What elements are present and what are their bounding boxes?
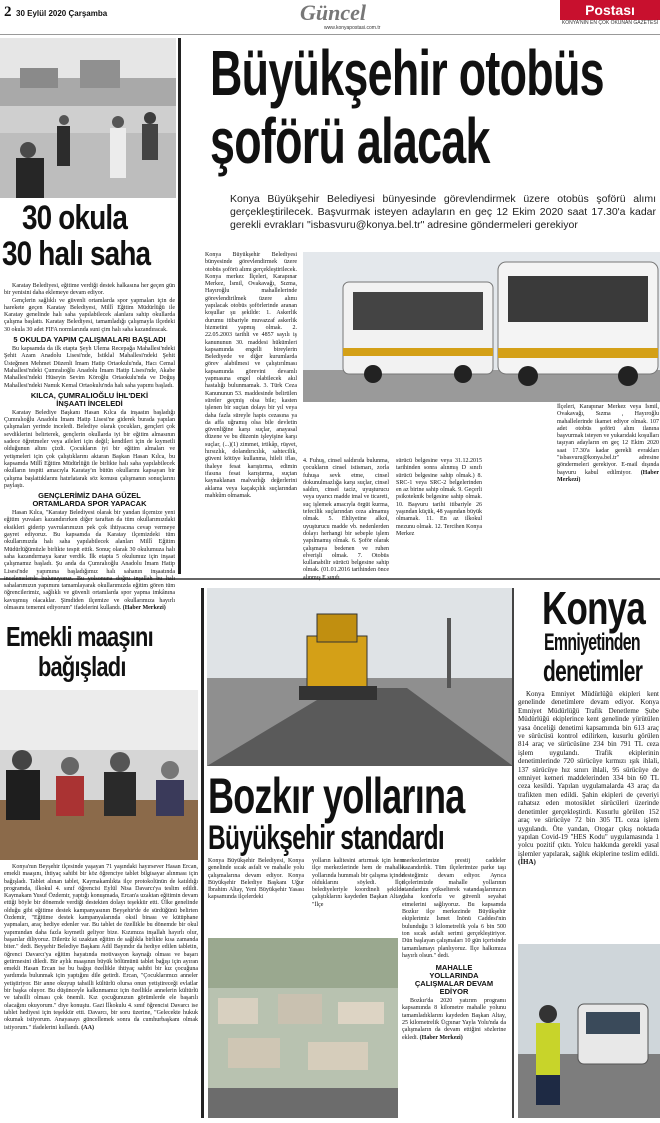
- police-photo: [518, 944, 660, 1118]
- okul-subhead: [4, 392, 175, 408]
- emekli-para: [4, 864, 198, 1032]
- newspaper-logo: Postası: [560, 0, 660, 20]
- otobus-signature: (Haber Merkezi): [557, 469, 660, 483]
- okul-subhead-line: ORTAMLARDA SPOR YAPACAK: [32, 499, 147, 509]
- column-divider: [201, 588, 204, 1118]
- otobus-headline-1: Büyükşehir otobüs: [210, 37, 604, 109]
- road-work-illustration: [207, 588, 513, 766]
- emekli-para-text: Konya'nın Beyşehir ilçesinde yaşayan 71 yaşındaki hayırsever Hasan Ercan, emekli maaşını, ihtiyaç sahibi bir köz öğrenciye tablet bilgisayar alınması için bağışladı. Tablet alınan tablet, Kaymakamlıkta ilçe protokolünün de katıldığı programda, ilkokul 4. sınıf öğrencisi Eylül Nisa Davarcı'ya teslim edildi. Kaymakam Yusuf Özdemir, yaptığı konuşmada, Ercan'a uzaktan eğitimin devam ettiği böyle bir dönemde verdiği destekten dolayı teşekkür etti. Ülke genelinde olduğu gibi eğitime destek kampanyasının Beyşehir'de de sürdüğünü belirten Özdemir, "Eğitime destek kampanyalarında oksil binası ve kütüphane yapmaları, araç hediye edenler var. Bu tablet de özellikle bu dönemde bir okul yapımından daha fazla kıymetli geliyor bize. Kızımıza inşallah hayırlı olur, başarılar diliyoruz. Dilerüz ki uzaktan eğitim de sağlıkla birlikte kısa zamanda biter." dedi. Beyşehir Belediye Başkanı Adil Bayındır da hediye edilen tabletin, öğrenci Davarcı'ya eğitim hayatında motivasyon kaynağı olması ve başarı getirmesini diledi. Bir aylık maaşının büyük bölümünü tablet bağışı için ayıran emekli Hasan Ercan ise bu bağışı özellikle ihtiyaç sahibi bir kız çocuğuna yardımda bulunmak için yaptığını dile getirdi. Ercan, "Çocuklarımızı anneler yetiştiriyor. Bir anne okuyup tahsilli kültürlü olursa onun yetiştireceği evlatlar bir başka oluyor. Bu düşünceyle kalkınmamız için özellikle annelerin kültürlü ve tahsilli olması çok önemli. Kız çocuğunuzun görümlerde ele başarılı olacağını okuyorum." diye konuştu. Gazi İlkokulu 4. sınıf öğrencisi Davarcı ise tablet hediyesi için teşekkür etti. Davarcı, bir soru üzerine, "Gelecekte hukuk okumak istiyorum. Anayasayı güncellemek sonra da cumhurbaşkanı olmak istiyorum." ifadelerini kullandı.: [4, 864, 198, 1031]
- denetim-para: [518, 690, 659, 867]
- bozkir-subhead-line: EDİYOR: [439, 987, 469, 997]
- town-aerial-illustration: [208, 938, 398, 1118]
- okul-para-text: Hasan Kılca, "Karatay Belediyesi olarak bir yandan ilçemize yeni eğitim yuvaları kazandırırken diğer taraftan da tüm okullarımızdaki eksikleri giderip yavrularımızın pek çok ihtiyacına cevap vermeye gayret ediyoruz. Bu kapsamda da Karatay ilçemizdeki tüm okullarımızda halı saha yapılabilecek alanları Millî Eğitim Müdürlüğümüzle birlikte tespit ettik. Sonuç olarak 30 okulumuza halı saha kazandırmaya karar verdik. İlk etapta 5 okulumuz için inşaat çalışmamız başladı. Şu anda da Çumralıoğlu Anadolu İmam Hatip Lisesi'nde yapımına başladığımız halı sahanın inşaatında incelemelerde bulunuyoruz. Bu yolsonuna doğru inşallah bu halı sahalarımızın yapımını tamamlayarak okullarımızda eğitim gören tüm öğrencilerimiz, sağlıklı ve güvenli ortamlarda spor yapma imkânına kavuşmuş olacaklar. Şimdiden ilçemize ve okullarımıza hayırlı olmasını temenni ediyorum" ifadelerini kullandı.: [4, 510, 175, 611]
- column-divider: [178, 38, 181, 574]
- okul-subhead-line: GENÇLERİMİZ DAHA GÜZEL: [38, 491, 141, 501]
- bozkir-para-text: Bozkır'da 2020 yatırım programı kapsamında 8 kilometre mahalle yolunu tamamladıklarını kaydeden Başkan Altay, 25 kilometrelik Üçpınar Yayla Yolu'nda da çalışmaların da devam ettiğini sözlerine ekledi.: [402, 998, 506, 1041]
- bozkir-col-3-text: merkezlerimize prestij caddeler kazandırdık. Tüm ilçelerimize parke taşı desteğimiz devam ediyor. Ayrıca ilçelerimizde mahalle yollarının standardını yükselterek vatandaşlarımızın daha konforlu ve güvenli seyahat etmelerini sağlıyoruz. Bu kapsamda Bozkır ilçe merkezinde Büyükşehir ekiplerimiz İsmet İnönü Caddesi'nin bulunduğu 3 kilometrelik yola 6 bin 500 ton sıcak asfalt serimi gerçekleştiriyor. Dün başlayan çalışmaları 10 gün içerisinde tamamlamayı planlıyoruz. İlçe halkımıza hayırlı olsun." dedi.: [402, 858, 506, 959]
- okul-body: [4, 283, 175, 611]
- otobus-headline-2: şoförü alacak: [210, 105, 490, 177]
- emekli-headline-2: bağışladı: [38, 651, 126, 682]
- otobus-spot: Konya Büyükşehir Belediyesi bünyesinde görevlendirmek üzere otobüs şoförü alımı gerçekleştirilecek. Başvurmak isteyen adayların en geç 12 Ekim 2020 saat 17.30'a kadar gerekli evrakları "isbasvuru@konya.bel.tr" adresine göndermeleri gerekiyor: [230, 193, 656, 231]
- column-divider: [512, 588, 514, 1118]
- road-work-photo: [207, 588, 513, 766]
- bozkir-headline-2: Büyükşehir standardı: [208, 819, 444, 857]
- okul-subhead: 5 OKULDA YAPIM ÇALIŞMALARI BAŞLADI: [13, 335, 166, 345]
- denetim-headline-2: Emniyetinden: [544, 629, 640, 656]
- bozkir-subhead-line: YOLLARINDA: [429, 971, 479, 981]
- okul-subhead-line: İNŞAATI İNCELEDİ: [56, 398, 123, 408]
- bozkir-headline-1: Bozkır yollarına: [208, 768, 465, 824]
- okul-subhead: [4, 492, 175, 508]
- police-check-illustration: [518, 944, 660, 1118]
- denetim-body: [518, 690, 659, 940]
- officials-photo-illustration: [0, 38, 176, 198]
- okul-headline-1: 30 okula: [22, 199, 128, 237]
- emekli-body: [4, 864, 198, 1118]
- bozkir-signature: (Haber Merkezi): [419, 1034, 463, 1041]
- bozkir-subhead-line: ÇALIŞMALAR DEVAM: [414, 979, 494, 989]
- okul-para: [4, 510, 175, 612]
- emekli-headline-1: Emekli maaşını: [6, 621, 153, 652]
- denetim-headline-3: denetimler: [543, 655, 643, 688]
- donation-illustration: [0, 690, 198, 860]
- bus-photo: [303, 252, 660, 402]
- otobus-col-2: 4. Fuhuş, cinsel saldırıda bulunma, çocukların cinsel istismarı, zorla fuhuşa sevk etme, cinsel dokunulmazlığa karşı suçlar, cinsel saldırı, cinsel taciz, uyuşturucu veya uyarıcı madde imal ve ticareti, suç işlemek amacıyla örgüt kurma, tefecilik suçlarından ceza almamış olmak. 5. Ehliyetine alkol, uyuşturucu madde vb. nedenlerden dolayı herhangi bir sebeple işlem yapılmamış olmak. 6. Şoför olarak çalışmaya bedenen ve ruhen elverişli olmak. 7. Otobüs kullanabilir sürücü belgesine sahip olmak. (01.01.2016 tarihinden önce alınmış E sınıfı: [303, 458, 389, 581]
- bozkir-town-photo: [208, 938, 398, 1118]
- logo-tagline: KONYA'NIN EN ÇOK OKUNAN GAZETESİ: [561, 20, 659, 26]
- otobus-col-4: [557, 404, 659, 574]
- site-url: www.konyapostasi.com.tr: [324, 25, 381, 31]
- okul-signature: (Haber Merkezi): [122, 604, 166, 611]
- otobus-col-4-text: İlçeleri, Karapınar Merkez veya İsmil, Ovakavağı, Sızma , Hayıroğlu mahallelerinde ikamet ediyor olmak. 107 adet otobüs şoförü alım ilanına başvurmak isteyen ve yukarıdaki koşulları taşıyan adayların en geç 12 Ekim 2020 saat 17.30'a kadar gerekli evrakları "isbasvuru@konya.bel.tr" adresine göndermeleri gerekiyor. E-mail dışında başvuru kabul edilmiyor.: [557, 404, 659, 476]
- okul-para: Karatay Belediye Başkanı Hasan Kılca da inşaatın başladığı Çumralıoğlu Anadolu İmam Hatip Lisesi'ne giderek burada yapılan çalışmaları yerinde inceledi. Belediye olarak çocukları, gençleri çok sevdiklerini belirterek, gençlerin okullarda iyi bir eğitim almasının sadece öğretmeler veya aileleri için değil; kendileri için de kıymetli olduğunun altını çizdi. Çocukların iyi bir eğitim almaları ve yetişmeleri için çok çalıştıklarını aktaran Başkan Hasan Kılca, bu kapsamda Millî Eğitim Müdürlüğü ile birlikte halı saha yapılabilecek okulların tespiti amacıyla Karatay'ın bütün okullarını kapsayan bir çalışma başlattıklarını hatırlatarak söz konusu çalışmanın sonuçlarını paylaştı.: [4, 409, 175, 489]
- tablet-donation-photo: [0, 690, 198, 860]
- otobus-col-1: Konya Büyükşehir Belediyesi bünyesinde görevlendirmek üzere otobüs şoförü alımı gerçekleştirilecek. Konya merkez İlçeleri, Karapınar Merkez, İsmil, Ovakavağı, Sızma, Hayıroğlu mahallelerinde görevlendirilmek üzere alımı yapılacak otobüs şoförlerinde aranan koşullar şu şekilde: 1. Askerlik durumu itibariyle muvazzaf askerlik hizmetini yapmış olmak. 2. 22.05.2003 tarihli ve 4857 sayılı iş kanununun 30. maddesi hükümleri kapsamında engelli bireylerin Belediyede ve diğer kurumlarda görev alabilmesi ve çalıştırılması kapsamında görevini devamlı yapmasına engel olabilecek akıl hastalığı bulunmamak. 3. Türk Ceza Kanununun 53. maddesinde belirtilen süreler geçmiş olsa bile; kasten işlenen bir suçtan dolayı bir yıl veya daha fazla süreyle hapis cezasına ya da affa uğramış olsa bile devletin güvenliğine karşı suçlar, anayasal düzene ve bu düzenin işleyişine karşı suçlar, (...)(1) zimmet, irtikâp, rüşvet, hırsızlık, dolandırıcılık, sahtecilik, güveni kötüye kullanma, hileli iflas, ihaleye fesat karıştırma, edimin ifasına fesat karıştırma, suçtan kaynaklanan malvarlığı değerlerini aklama veya kaçakçılık suçlarından mahkûm olmamak.: [205, 252, 297, 499]
- bus-illustration: [303, 252, 660, 402]
- okul-para: Karatay Belediyesi, eğitime verdiği destek halkasına her geçen gün bir yenisini daha eklemeye devam ediyor.: [4, 283, 175, 297]
- issue-date: 30 Eylül 2020 Çarşamba: [16, 9, 108, 18]
- bozkir-col-3: [402, 858, 506, 1118]
- bozkir-para: [402, 998, 506, 1042]
- bozkir-subhead-line: MAHALLE: [435, 963, 473, 973]
- otobus-col-3: sürücü belgesine veya 31.12.2015 tarihinden sonra alınmış D sınıfı sürücü belgesine sahip olmak.) 8. SRC-1 veya SRC-2 belgelerinden en az birine sahip olmak. 9. Geçerli psikoteknik belgesine sahip olmak. 10. Başvuru tarihi itibariyle 26 yaşından küçük, 48 yaşından büyük olmamak. 11. En az ilkokul mezunu olmak. 12. Tercihen Konya Merkez: [396, 458, 482, 537]
- okul-para: Gençlerin sağlıklı ve güvenli ortamlarda spor yapmaları için de harekete geçen Karatay Belediyesi, Millî Eğitim Müdürlüğü ile Karatay genelinde halı saha yapılabilecek alanlara sahip okullarda çalışma başlattı. Karatay Belediyesi, tamamladığı çalışmayla ilçedeki 30 okula 30 adet FIFA normlarında suni çim halı saha kazandıracak.: [4, 297, 175, 333]
- okul-para: Bu kapsamda da ilk etapta Şeyh Ulema Recepağa Mahallesi'ndeki Şehit Azam Anadolu Lisesi'nde, İstiklal Mahallesi'ndeki Şehit Üsteğmen Mehmet Düzenli İmam Hatip Ortaokulu'nda, Hacı Cemal Mahallesi'ndeki Çumralıoğlu Anadolu İmam Hatip Lisesi'nde, Akabe Mahallesi'ndeki Hüseyin Sevim Köroğlu Ortaokulu'nda ve Doğuş Mahallesi'ndeki Namık Kemal Ortaokulu'nda halı saha yapımı başladı.: [4, 346, 175, 389]
- okul-subhead-line: KILCA, ÇUMRALIOĞLU İHL'DEKİ: [30, 390, 149, 400]
- denetim-headline-1: Konya: [542, 582, 646, 634]
- halı-saha-photo: [0, 38, 176, 198]
- okul-headline-2: 30 halı saha: [2, 235, 151, 273]
- section-title: Güncel: [300, 0, 366, 25]
- page-number: 2: [4, 4, 12, 20]
- emekli-signature: (AA): [81, 1024, 94, 1031]
- bozkir-col-2: yolların kalitesini artırmak için hem ilçe merkezlerinde hem de mahalle yollarında hummalı bir çalışma içinde olduklarını söyledi. İlçe belediyeleriyle koordineli şekilde çalıştıklarını kaydeden Başkan Altay, "İlçe: [312, 858, 404, 908]
- bozkir-subhead: [402, 964, 506, 996]
- denetim-signature: (İHA): [518, 858, 536, 867]
- denetim-para-text: Konya Emniyet Müdürlüğü ekipleri kent genelinde denetimlere devam ediyor. Konya Emniyet Müdürlüğü Trafik Denetleme Şube Müdürlüğü ekiplerince kent genelinde yürütülen yasa önceliği denetimi kapsamında bin 613 araç ve sürücüsü kontrol edilirken, kusurlu görülen 814 araç ve sürücüsüne 234 bin 791 TL ceza işlem uygulandı. Trafik ekiplerinin denetimlerinde 720 sürücüye kırmızı ışık ihlali, 137 sürücüye hız sınırı ihlali, 95 sürücüye de emniyet kemeri maddelerinden 334 bin 60 TL ceza kesildi. Yapılan uygulamalarda 43 araç da trafikten men edildi. Şahin ekipleri de çeveriyi rahatsız eden motosiklet sürücüleri üzerinde denetimler gerçekleştirdi. Kusurlu görülen 152 araç ve sürücüye 72 bin 305 TL ceza işlem uygulandı. Öte yandan, Otogar çıkış noktada yapılan Covid-19 "HES Kodu" uygulamasında 1 yolcu pozitif çıktı. Yolcu hakkında gerekli yasal işlemler yapılarak, sağlık ekiplerine teslim edildi.: [518, 690, 659, 858]
- bozkir-col-1: Konya Büyükşehir Belediyesi, Konya genelinde sıcak asfalt ve mahalle yolu çalışmalarına devam ediyor. Konya Büyükşehir Belediye Başkanı Uğur İbrahim Altay, Yeni Büyükşehir Yasası kapsamında ilçelerdeki: [208, 858, 304, 901]
